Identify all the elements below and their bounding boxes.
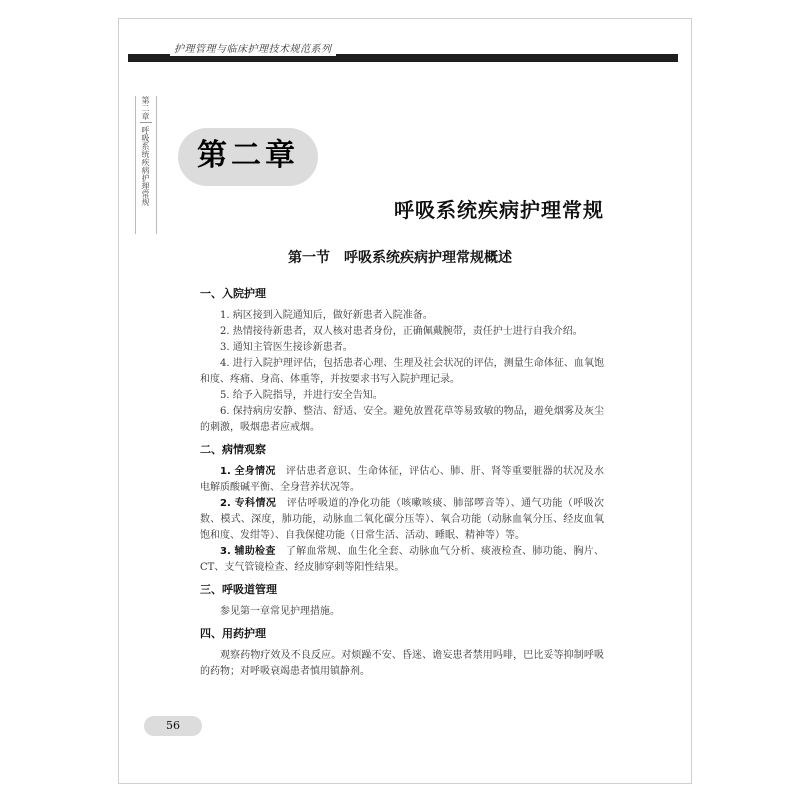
page-number-badge [144, 716, 202, 736]
paragraph [200, 544, 604, 576]
section-heading: 三、呼吸道管理 [200, 583, 277, 596]
section-heading: 四、用药护理 [200, 627, 266, 640]
chapter-title: 呼吸系统疾病护理常规 [394, 198, 604, 222]
paragraph: 4. 进行入院护理评估，包括患者心理、生理及社会状况的评估，测量生命体征、血氧饱和度、疼痛、身高、体重等，并按要求书写入院护理记录。 [200, 358, 604, 385]
side-tab-divider [140, 122, 152, 123]
paragraph-lead: 2. 专科情况 [220, 498, 277, 509]
section-title: 第一节 呼吸系统疾病护理常规概述 [288, 250, 512, 266]
paragraph-text: 了解血常规、血生化全套、动脉血气分析、痰液检查、肺功能、胸片、CT、支气管镜检查、经皮肺穿刺等阳性结果。 [200, 546, 604, 573]
paragraph: 1. 病区接到入院通知后，做好新患者入院准备。 [220, 310, 433, 321]
paragraph: 参见第一章常见护理措施。 [220, 606, 340, 617]
paragraph-lead: 1. 全身情况 [220, 466, 276, 477]
paragraph [200, 464, 604, 496]
section-airway [200, 582, 604, 620]
series-title: 护理管理与临床护理技术规范系列 [170, 44, 336, 56]
body-content [200, 286, 604, 686]
section-admission [200, 286, 604, 436]
paragraph: 5. 给予入院指导，并进行安全告知。 [220, 390, 383, 401]
paragraph: 观察药物疗效及不良反应。对烦躁不安、昏迷、谵妄患者禁用吗啡，巴比妥等抑制呼吸的药物；对呼吸衰竭患者慎用镇静剂。 [200, 650, 604, 677]
section-heading: 一、入院护理 [200, 287, 266, 300]
section-heading: 二、病情观察 [200, 443, 266, 456]
paragraph-text: 评估患者意识、生命体征，评估心、肺、肝、肾等重要脏器的状况及水电解质酸碱平衡、全身营养状况等。 [200, 466, 604, 493]
page-number: 56 [166, 719, 180, 732]
chapter-label: 第二章 [197, 138, 299, 173]
side-chapter-tab [135, 96, 157, 234]
paragraph: 2. 热情接待新患者，双人核对患者身份，正确佩戴腕带，责任护士进行自我介绍。 [220, 326, 583, 337]
side-tab-chapter: 第二章 [141, 96, 150, 120]
paragraph-lead: 3. 辅助检查 [220, 546, 276, 557]
paragraph: 6. 保持病房安静、整洁、舒适、安全。避免放置花草等易致敏的物品，避免烟雾及灰尘的刺激，吸烟患者应戒烟。 [200, 406, 604, 433]
chapter-badge [178, 128, 318, 186]
paragraph: 3. 通知主管医生接诊新患者。 [220, 342, 353, 353]
section-observation [200, 442, 604, 576]
paragraph [200, 496, 604, 544]
side-tab-title: 呼吸系统疾病护理常规 [141, 126, 150, 206]
paragraph-text: 评估呼吸道的净化功能（咳嗽咳痰、肺部啰音等）、通气功能（呼吸次数、模式、深度，肺功能，动脉血二氧化碳分压等）、氧合功能（动脉血氧分压、经皮血氧饱和度、发绀等）、自我保健功能（日常生活、活动、睡眠、精神等）等。 [200, 498, 605, 541]
section-medication [200, 626, 604, 680]
